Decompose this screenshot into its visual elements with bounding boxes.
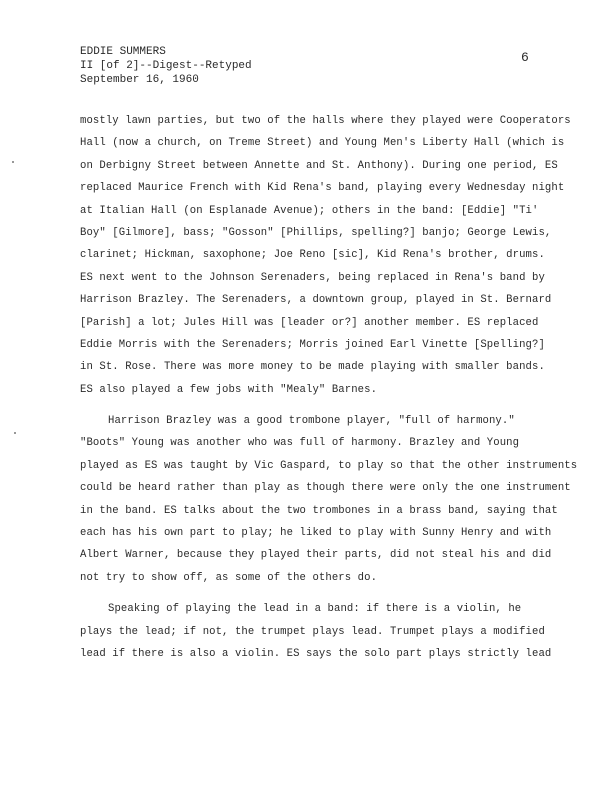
text-line: ES next went to the Johnson Serenaders, being replaced in Rena's band by: [80, 271, 545, 284]
header-date: September 16, 1960: [80, 74, 199, 86]
text-line: ES also played a few jobs with "Mealy" Barnes.: [80, 383, 378, 396]
text-line: each has his own part to play; he liked to play with Sunny Henry and with: [80, 527, 552, 540]
paragraph-1: [80, 110, 571, 401]
document-body: [80, 110, 578, 665]
document-header: [80, 45, 252, 87]
text-line: on Derbigny Street between Annette and St. Anthony). During one period, ES: [80, 159, 558, 172]
text-line: Harrison Brazley. The Serenaders, a downtown group, played in St. Bernard: [80, 294, 552, 307]
text-line: Eddie Morris with the Serenaders; Morris joined Earl Vinette [Spelling?]: [80, 338, 545, 351]
text-line: mostly lawn parties, but two of the halls where they played were Cooperators: [80, 115, 571, 127]
text-line: could be heard rather than play as though there were only the one instrument: [80, 482, 571, 495]
text-line: in the band. ES talks about the two trombones in a brass band, saying that: [80, 504, 558, 517]
text-line: Albert Warner, because they played their parts, did not steal his and did: [80, 549, 552, 562]
page-number: 6: [521, 50, 529, 65]
margin-mark: [12, 161, 14, 163]
text-line: Boy" [Gilmore], bass; "Gosson" [Phillips, spelling?] banjo; George Lewis,: [80, 226, 552, 239]
text-line: at Italian Hall (on Esplanade Avenue); others in the band: [Eddie] "Ti': [80, 204, 539, 217]
text-line: played as ES was taught by Vic Gaspard, to play so that the other instruments: [80, 459, 578, 472]
text-line: lead if there is also a violin. ES says the solo part plays strictly lead: [80, 647, 552, 660]
text-line: Speaking of playing the lead in a band: if there is a violin, he: [108, 603, 522, 616]
text-line: replaced Maurice French with Kid Rena's band, playing every Wednesday night: [80, 182, 565, 195]
text-line: Harrison Brazley was a good trombone player, "full of harmony.": [108, 415, 515, 428]
text-line: in St. Rose. There was more money to be made playing with smaller bands.: [80, 361, 545, 374]
header-digest-label: II [of 2]--Digest--Retyped: [80, 60, 252, 72]
text-line: "Boots" Young was another who was full of harmony. Brazley and Young: [80, 437, 520, 450]
text-line: [Parish] a lot; Jules Hill was [leader or?] another member. ES replaced: [80, 316, 539, 329]
text-line: Hall (now a church, on Treme Street) and Young Men's Liberty Hall (which is: [80, 137, 565, 150]
margin-mark: [14, 432, 16, 434]
paragraph-3: [80, 598, 552, 665]
text-line: clarinet; Hickman, saxophone; Joe Reno [sic], Kid Rena's brother, drums.: [80, 249, 545, 262]
paragraph-2: [80, 410, 578, 589]
text-line: not try to show off, as some of the others do.: [80, 571, 378, 584]
header-name: EDDIE SUMMERS: [80, 46, 166, 58]
text-line: plays the lead; if not, the trumpet plays lead. Trumpet plays a modified: [80, 625, 545, 638]
